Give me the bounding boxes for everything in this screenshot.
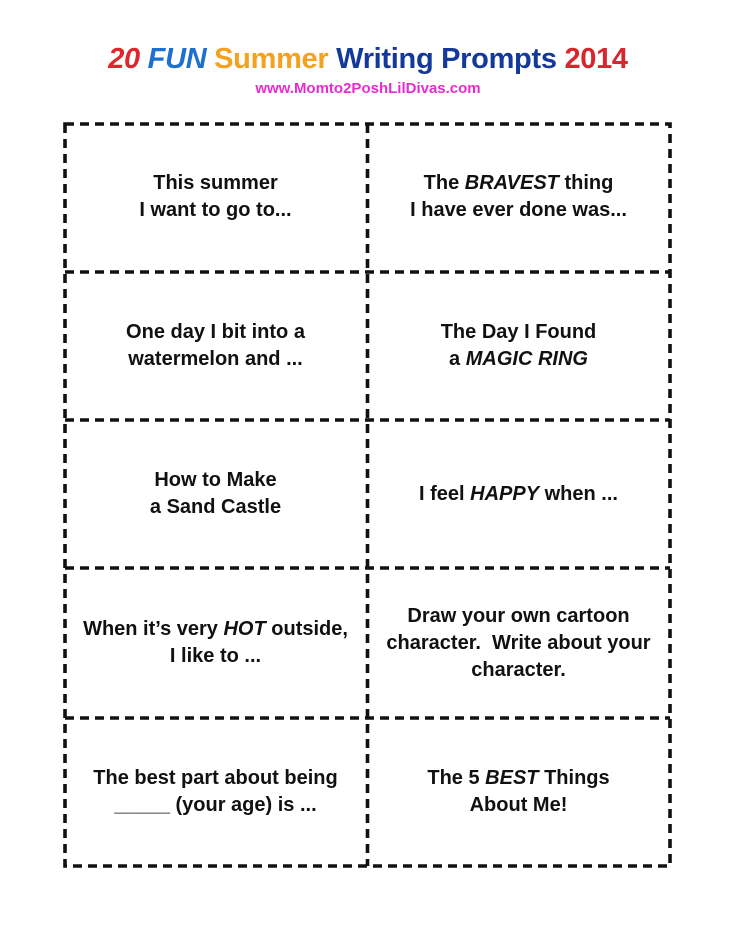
title-writing-prompts: Writing Prompts: [336, 43, 557, 75]
prompt-line: The 5 BEST Things: [427, 766, 610, 789]
prompt-card-9: [64, 717, 367, 866]
prompt-line: About Me!: [469, 793, 568, 816]
emphasis-word: BEST: [485, 766, 539, 789]
prompt-line: Draw your own cartoon: [407, 604, 630, 627]
prompt-card-6: [367, 420, 670, 569]
prompt-card-5: [64, 420, 367, 569]
emphasis-word: HAPPY: [470, 482, 540, 505]
prompt-line: I have ever done was...: [410, 199, 627, 222]
prompt-line: character. Write about your: [386, 631, 651, 654]
prompt-card-4: [367, 272, 670, 421]
prompt-card-8: [367, 569, 670, 718]
prompt-line: This summer: [153, 172, 278, 195]
emphasis-word: MAGIC RING: [465, 347, 588, 370]
prompt-card-1: [64, 123, 367, 272]
prompt-line: How to Make: [154, 469, 277, 492]
title-summer: Summer: [214, 43, 329, 75]
title-year: 2014: [564, 43, 628, 75]
emphasis-word: BRAVEST: [464, 172, 559, 195]
prompt-line: I like to ...: [169, 645, 262, 668]
prompt-line: The best part about being: [93, 766, 338, 789]
prompt-line: One day I bit into a: [126, 320, 305, 343]
title-number: 20: [108, 43, 140, 75]
prompt-card-10: [367, 717, 670, 866]
prompt-line: a MAGIC RING: [449, 347, 588, 370]
title-fun: FUN: [147, 43, 207, 75]
prompt-line: The BRAVEST thing: [423, 172, 614, 195]
prompt-line: watermelon and ...: [128, 347, 303, 370]
prompt-line: character.: [471, 658, 566, 681]
prompt-line: _____ (your age) is ...: [114, 793, 317, 816]
prompt-card-3: [64, 272, 367, 421]
prompt-card-2: [367, 123, 670, 272]
website-url: www.Momto2PoshLilDivas.com: [255, 80, 481, 97]
emphasis-word: HOT: [223, 618, 266, 641]
prompt-line: I want to go to...: [139, 199, 292, 222]
prompt-line: I feel HAPPY when ...: [419, 482, 618, 505]
prompt-line: a Sand Castle: [149, 496, 282, 519]
prompt-card-7: [64, 569, 367, 718]
prompt-line: When it’s very HOT outside,: [83, 618, 348, 641]
prompt-line: The Day I Found: [440, 320, 597, 343]
prompt-cards-grid: [64, 123, 670, 866]
page-title: [0, 42, 736, 76]
